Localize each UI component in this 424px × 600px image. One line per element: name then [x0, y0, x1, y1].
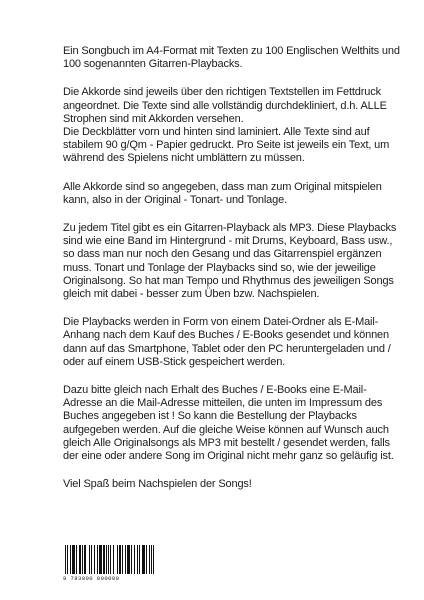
- barcode-bar: [94, 545, 95, 574]
- paragraph-ordering: Dazu bitte gleich nach Erhalt des Buches / E-Books eine E-Mail-Adresse an die Mail-Adresse mitteilen, die unten im Impressum des Buches angegeben ist ! So kann die Bestellung der Playbacks aufgegeben werden. Auf die gleiche Weise können auf Wunsch auch gleich Alle Originalsongs als MP3 mit bestellt / gesendet werden, falls der eine oder andere Song im Original nicht mehr ganz so geläufig ist.: [63, 384, 394, 463]
- paragraph-intro: Ein Songbuch im A4-Format mit Texten zu 100 Englischen Welthits und 100 sogenannten Gitarren-Playbacks.: [63, 45, 400, 71]
- isbn-barcode: [63, 545, 185, 585]
- barcode-bar: [65, 545, 66, 574]
- barcode-bar: [149, 545, 150, 574]
- barcode-bar: [84, 545, 86, 574]
- description-text: [63, 45, 403, 506]
- barcode-bar: [70, 545, 71, 574]
- barcode-bar: [139, 545, 140, 574]
- barcode-bar: [72, 545, 75, 574]
- barcode-bar: [82, 545, 83, 574]
- barcode-bar: [137, 545, 138, 574]
- barcode-bar: [122, 545, 123, 574]
- barcode-bar: [127, 545, 130, 574]
- paragraph-closing: Viel Spaß beim Nachspielen der Songs!: [63, 478, 252, 491]
- barcode-bar: [119, 545, 121, 574]
- barcode-bars: [63, 545, 185, 574]
- barcode-bar: [131, 545, 132, 574]
- barcode-bar: [117, 545, 118, 574]
- barcode-digits: 9 783000 000000: [63, 575, 120, 582]
- barcode-bar: [97, 545, 98, 574]
- paragraph-chords-and-print: Die Akkorde sind jeweils über den richtigen Textstellen im Fettdruck angeordnet. Die Texte sind alle vollständig durchdekliniert, d.h. ALLE Strophen sind mit Akkorden versehen. Die Deckblätter vorn und hinten sind laminiert. Alle Texte sind auf stabilem 90 g/Qm - Papier gedruckt. Pro Seite ist jeweils ein Text, um während des Spielens nicht umblättern zu müssen.: [63, 86, 390, 165]
- paragraph-playbacks: Zu jedem Titel gibt es ein Gitarren-Playback als MP3. Diese Playbacks sind wie eine Band im Hintergrund - mit Drums, Keyboard, Bass usw., so dass man nur noch den Gesang und das Gitarrenspiel ergänzen muss. Tonart und Tonlage der Playbacks sind so, wie der jeweilige Originalsong. So hat man Tempo und Rhythmus des jeweiligen Songs gleich mit dabei - besser zum Üben bzw. Nachspielen.: [63, 222, 397, 301]
- barcode-bar: [151, 545, 152, 574]
- paragraph-original-key: Alle Akkorde sind so angegeben, dass man zum Original mitspielen kann, also in der Original - Tonart- und Tonlage.: [63, 180, 382, 206]
- barcode-bar: [125, 545, 126, 574]
- barcode-bar: [134, 545, 135, 574]
- barcode-bar: [79, 545, 81, 574]
- barcode-bar: [67, 545, 68, 574]
- barcode-bar: [106, 545, 107, 574]
- barcode-bar: [113, 545, 114, 574]
- barcode-bar: [91, 545, 92, 574]
- barcode-bar: [110, 545, 111, 574]
- barcode-bar: [89, 545, 90, 574]
- barcode-bar: [142, 545, 145, 574]
- barcode-bar: [76, 545, 77, 574]
- barcode-bar: [103, 545, 105, 574]
- barcode-bar: [99, 545, 102, 574]
- barcode-bar: [153, 545, 154, 574]
- barcode-bar: [146, 545, 147, 574]
- paragraph-delivery: Die Playbacks werden in Form von einem Datei-Ordner als E-Mail-Anhang nach dem Kauf des Buches / E-Books gesendet und können dann auf das Smartphone, Tablet oder den PC heruntergeladen und / oder auf einem USB-Stick gespeichert werden.: [63, 316, 391, 368]
- barcode-bar: [108, 545, 109, 574]
